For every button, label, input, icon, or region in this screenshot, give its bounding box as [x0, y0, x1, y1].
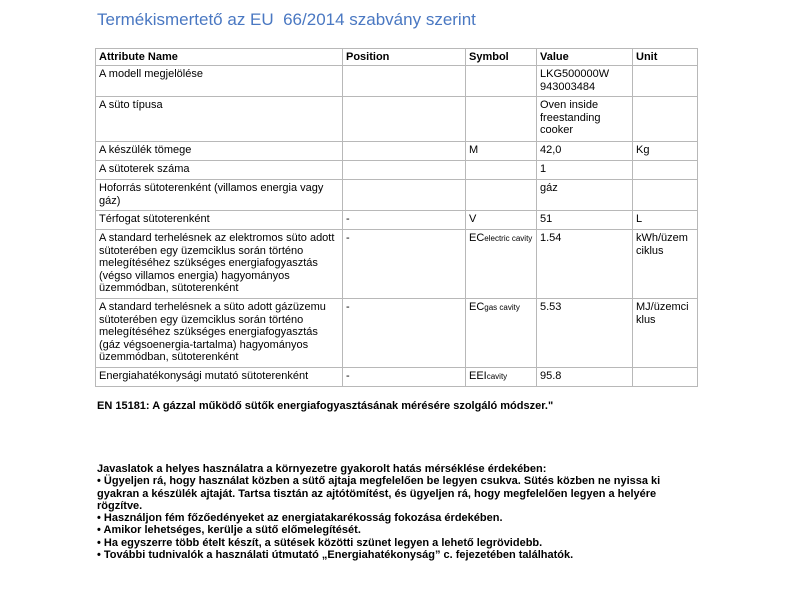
cell-position: [343, 180, 466, 211]
product-info-table: [95, 48, 698, 387]
cell-attribute: A készülék tömege: [96, 142, 343, 161]
cell-unit: Kg: [633, 142, 698, 161]
symbol-main: V: [469, 213, 477, 226]
cell-position: -: [343, 230, 466, 299]
cell-symbol: [466, 180, 537, 211]
tip-item: • Használjon fém főzőedényeket az energiatakarékosság fokozása érdekében.: [97, 512, 503, 525]
cell-attribute: A süto típusa: [96, 97, 343, 142]
cell-attribute: A modell megjelölése: [96, 66, 343, 97]
cell-value: 5.53: [537, 299, 633, 368]
cell-unit: [633, 97, 698, 142]
cell-unit: [633, 66, 698, 97]
cell-position: [343, 66, 466, 97]
cell-unit: [633, 180, 698, 211]
cell-value: Oven inside freestanding cooker: [537, 97, 633, 142]
cell-value: 1.54: [537, 230, 633, 299]
table-row: [96, 230, 698, 299]
cell-value: 1: [537, 161, 633, 180]
cell-value: 42,0: [537, 142, 633, 161]
cell-attribute: Energiahatékonysági mutató sütoterenként: [96, 368, 343, 387]
document-title: Termékismertető az EU 66/2014 szabvány szerint: [97, 10, 476, 29]
tip-item: • Ügyeljen rá, hogy használat közben a sütő ajtaja megfelelően be legyen csukva. Sütés közben ne nyissa ki gyakran a készülék ajtaját. Tartsa tisztán az ajtótömítést, és ügyeljen rá, hogy megfelelően legyen a helyére rögzítve.: [97, 475, 661, 512]
table-row: [96, 161, 698, 180]
usage-tips: [97, 463, 702, 561]
cell-value: gáz: [537, 180, 633, 211]
cell-position: [343, 97, 466, 142]
header-attribute: Attribute Name: [96, 49, 343, 66]
cell-value: 51: [537, 211, 633, 230]
cell-value: 95.8: [537, 368, 633, 387]
symbol-sub: electric cavity: [484, 234, 533, 244]
tip-item: • Ha egyszerre több ételt készít, a sütések közötti szünet legyen a lehető legrövidebb.: [97, 536, 543, 549]
cell-unit: MJ/üzemci klus: [633, 299, 698, 368]
cell-symbol: [466, 161, 537, 180]
cell-symbol: [466, 211, 537, 230]
header-symbol: Symbol: [466, 49, 537, 66]
cell-position: [343, 161, 466, 180]
table-row: [96, 180, 698, 211]
tip-item: • További tudnivalók a használati útmutató „Energiahatékonyság” c. fejezetében találhatók.: [97, 549, 574, 562]
cell-unit: [633, 368, 698, 387]
cell-unit: kWh/üzem ciklus: [633, 230, 698, 299]
table-row: [96, 142, 698, 161]
cell-unit: L: [633, 211, 698, 230]
tips-heading: Javaslatok a helyes használatra a környezetre gyakorolt hatás mérséklése érdekében:: [97, 463, 547, 475]
table-row: [96, 368, 698, 387]
symbol-main: EC: [469, 232, 485, 245]
cell-symbol: [466, 299, 537, 368]
tip-item: • Amikor lehetséges, kerülje a sütő előmelegítését.: [97, 524, 361, 537]
cell-position: -: [343, 368, 466, 387]
cell-attribute: A standard terhelésnek a süto adott gázüzemu sütoterében egy üzemciklus során történo melegítéséhez szükséges energiafogyasztás (gáz végsoenergia-tartalma) hagyományos üzemmódban, sütoterenként: [96, 299, 343, 368]
table-row: [96, 97, 698, 142]
cell-symbol: [466, 368, 537, 387]
cell-symbol: [466, 66, 537, 97]
table-header-row: [96, 49, 698, 66]
header-value: Value: [537, 49, 633, 66]
cell-position: [343, 142, 466, 161]
symbol-main: M: [469, 144, 479, 157]
symbol-main: EC: [469, 301, 485, 314]
cell-attribute: Hoforrás sütoterenként (villamos energia vagy gáz): [96, 180, 343, 211]
cell-position: -: [343, 299, 466, 368]
cell-unit: [633, 161, 698, 180]
cell-symbol: [466, 142, 537, 161]
symbol-sub: cavity: [486, 372, 508, 382]
symbol-main: EEI: [469, 370, 487, 383]
table-row: [96, 211, 698, 230]
cell-attribute: A sütoterek száma: [96, 161, 343, 180]
cell-symbol: [466, 230, 537, 299]
standard-footnote: EN 15181: A gázzal működő sütők energiafogyasztásának mérésére szolgáló módszer.": [97, 400, 554, 412]
cell-position: -: [343, 211, 466, 230]
cell-attribute: Térfogat sütoterenként: [96, 211, 343, 230]
header-position: Position: [343, 49, 466, 66]
header-unit: Unit: [633, 49, 698, 66]
cell-value: LKG500000W 943003484: [537, 66, 633, 97]
cell-attribute: A standard terhelésnek az elektromos süto adott sütoterében egy üzemciklus során történo melegítéséhez szükséges energiafogyasztás (végso villamos energia) hagyományos üzemmódban, sütoterenként: [96, 230, 343, 299]
table-row: [96, 299, 698, 368]
table-row: [96, 66, 698, 97]
symbol-sub: gas cavity: [484, 303, 520, 313]
cell-symbol: [466, 97, 537, 142]
